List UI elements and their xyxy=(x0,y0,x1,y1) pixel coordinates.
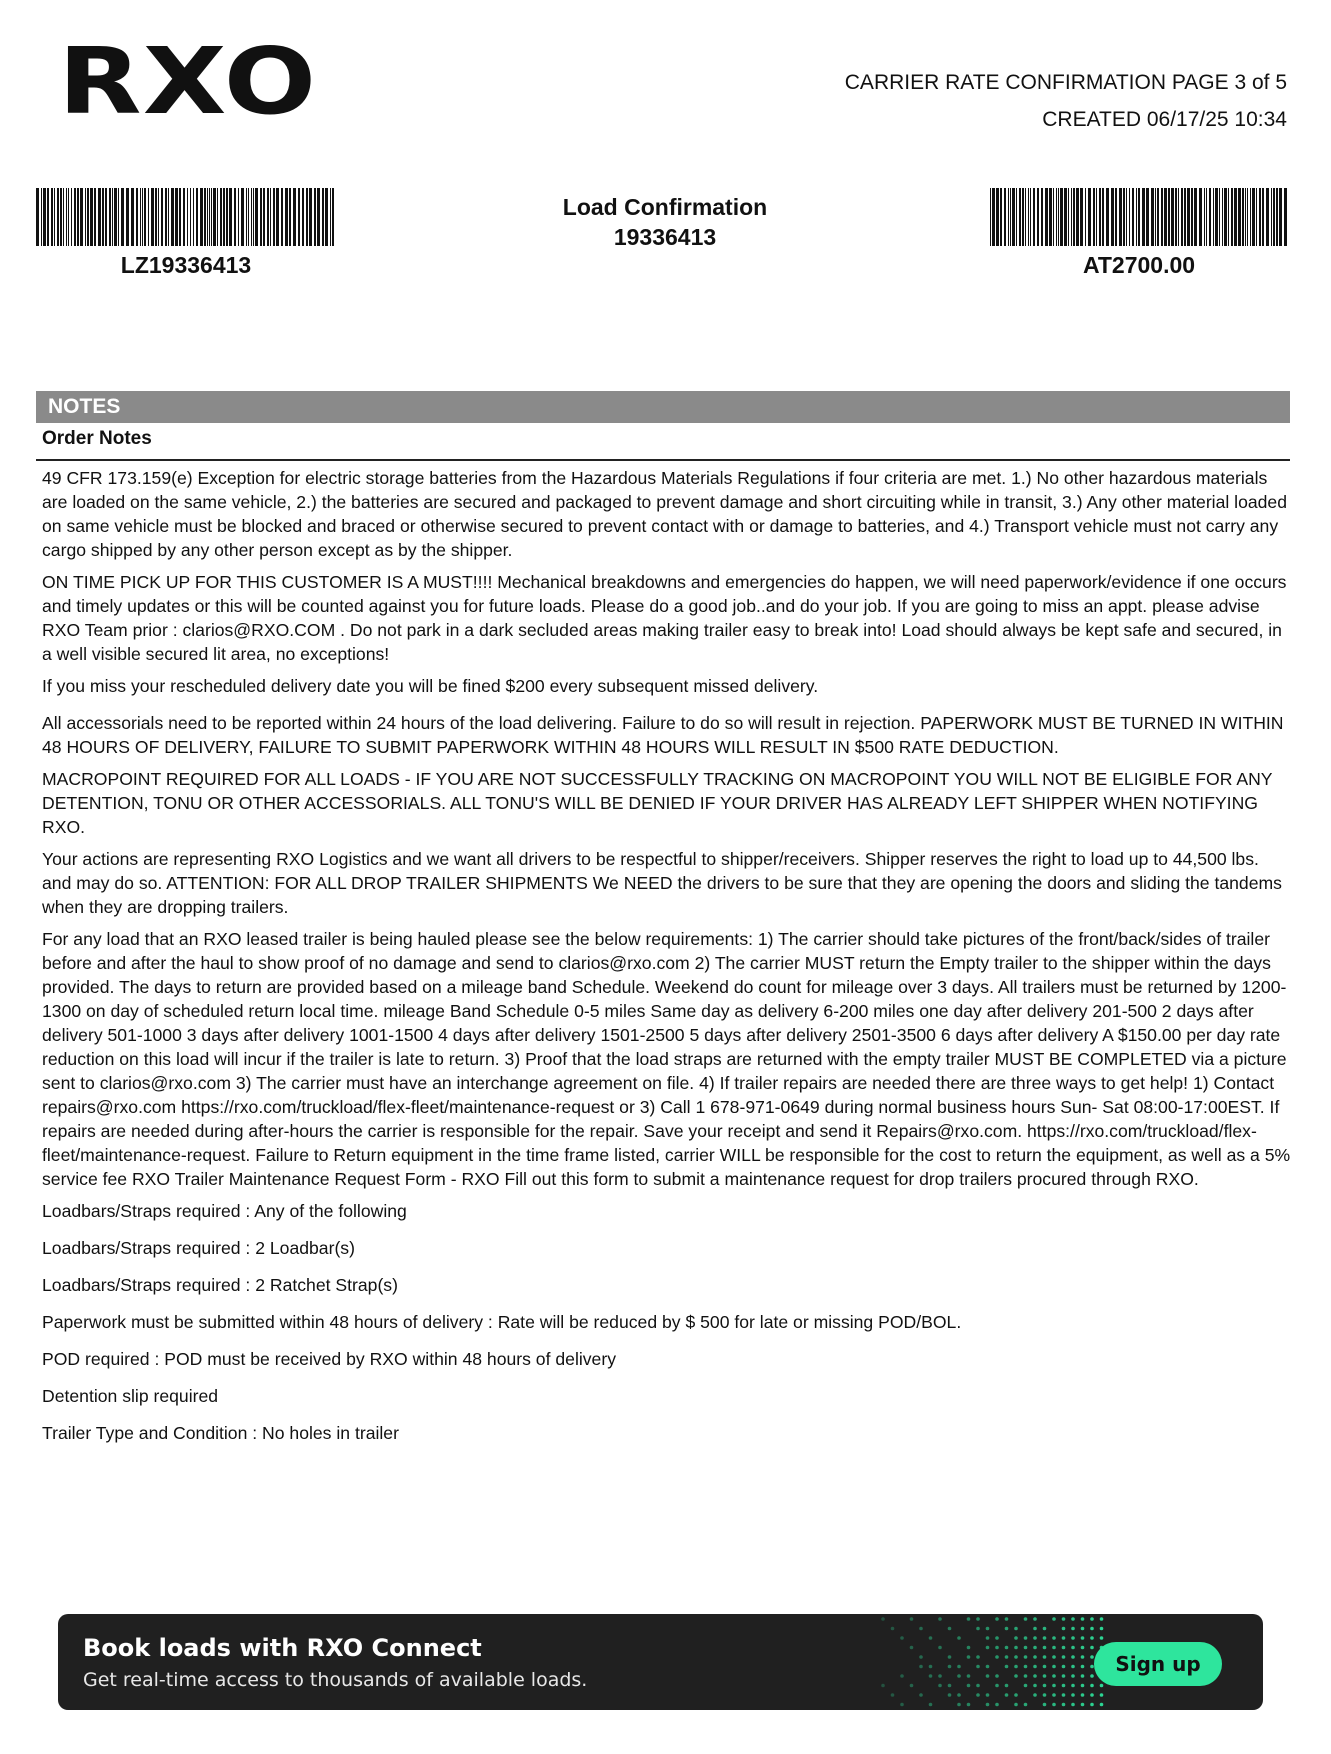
note-paragraph: Loadbars/Straps required : 2 Ratchet Strap(s) xyxy=(42,1275,398,1295)
banner-title: Book loads with RXO Connect xyxy=(83,1634,482,1662)
sign-up-button[interactable]: Sign up xyxy=(1094,1642,1222,1686)
notes-section-header: NOTES xyxy=(36,391,1290,423)
confirmation-number: 19336413 xyxy=(613,224,717,250)
document-header-info xyxy=(845,64,1287,138)
note-paragraph: All accessorials need to be reported within 24 hours of the load delivering. Failure to do so will result in rejection. PAPERWORK MUST BE TURNED IN WITHIN 48 HOURS OF DELIVERY, FAILURE TO SUBMIT PAPERWORK WITHIN 48 HOURS WILL RESULT IN $500 RATE DEDUCTION. xyxy=(42,713,1284,757)
note-paragraph: MACROPOINT REQUIRED FOR ALL LOADS - IF YOU ARE NOT SUCCESSFULLY TRACKING ON MACROPOINT YOU WILL NOT BE ELIGIBLE FOR ANY DETENTION, TONU OR OTHER ACCESSORIALS. ALL TONU'S WILL BE DENIED IF YOUR DRIVER HAS ALREADY LEFT SHIPPER WHEN NOTIFYING RXO. xyxy=(42,769,1273,837)
created-timestamp: CREATED 06/17/25 10:34 xyxy=(1042,108,1287,131)
note-paragraph: POD required : POD must be received by RXO within 48 hours of delivery xyxy=(42,1349,616,1369)
note-paragraph: Loadbars/Straps required : 2 Loadbar(s) xyxy=(42,1238,355,1258)
banner-subtitle: Get real-time access to thousands of available loads. xyxy=(83,1669,588,1691)
note-paragraph: Your actions are representing RXO Logistics and we want all drivers to be respectful to shipper/receivers. Shipper reserves the right to load up to 44,500 lbs. and may do so. ATTENTION: FOR ALL DROP TRAILER SHIPMENTS We NEED the drivers to be sure that they are opening the doors and sliding the tandems when they are dropping trailers. xyxy=(42,849,1282,917)
note-paragraph: If you miss your rescheduled delivery date you will be fined $200 every subsequent missed delivery. xyxy=(42,676,819,696)
note-paragraph: 49 CFR 173.159(e) Exception for electric storage batteries from the Hazardous Materials Regulations if four criteria are met. 1.) No other hazardous materials are loaded on the same vehicle, 2.) the batteries are secured and packaged to prevent damage and short circuiting while in transit, 3.) Any other material loaded on same vehicle must be blocked and braced or otherwise secured to prevent contact with or damage to batteries, and 4.) Transport vehicle must not carry any cargo shipped by any other person except as by the shipper. xyxy=(42,468,1287,560)
order-notes-body xyxy=(42,466,1292,1458)
divider xyxy=(36,459,1290,461)
rate-barcode-label: AT2700.00 xyxy=(1082,252,1196,278)
rate-barcode xyxy=(990,188,1288,246)
note-paragraph: Loadbars/Straps required : Any of the following xyxy=(42,1201,407,1221)
note-paragraph: Detention slip required xyxy=(42,1386,219,1406)
order-notes-heading: Order Notes xyxy=(42,428,152,449)
rxo-logo: RXO xyxy=(58,28,318,135)
load-barcode xyxy=(36,188,336,246)
rxo-connect-banner[interactable] xyxy=(58,1614,1263,1710)
note-paragraph: Trailer Type and Condition : No holes in trailer xyxy=(42,1423,399,1443)
banner-dot-pattern xyxy=(878,1614,1108,1710)
confirmation-title: Load Confirmation xyxy=(562,194,768,220)
page-info: CARRIER RATE CONFIRMATION PAGE 3 of 5 xyxy=(844,71,1287,94)
load-barcode-label: LZ19336413 xyxy=(120,252,252,278)
note-paragraph: For any load that an RXO leased trailer is being hauled please see the below requirements: 1) The carrier should take pictures of the front/back/sides of trailer before and after the haul to show proof of no damage and send to clarios@rxo.com 2) The carrier MUST return the Empty trailer to the shipper within the days provided. The days to return are provided based on a mileage band Schedule. Weekend do count for mileage over 3 days. All trailers must be returned by 1200-1300 on day of scheduled return local time. mileage Band Schedule 0-5 miles Same day as delivery 6-200 miles one day after delivery 201-500 2 days after delivery 501-1000 3 days after delivery 1001-1500 4 days after delivery 1501-2500 5 days after delivery 2501-3500 6 days after delivery A $150.00 per day rate reduction on this load will incur if the trailer is late to return. 3) Proof that the load straps are returned with the empty trailer MUST BE COMPLETED via a picture sent to clarios@rxo.com 3) The carrier must have an interchange agreement on file. 4) If trailer repairs are needed there are three ways to get help! 1) Contact repairs@rxo.com https://rxo.com/truckload/flex-fleet/maintenance-request or 3) Call 1 678-971-0649 during normal business hours Sun- Sat 08:00-17:00EST. If repairs are needed during after-hours the carrier is responsible for the repair. Save your receipt and send it Repairs@rxo.com. https://rxo.com/truckload/flex-fleet/maintenance-request. Failure to Return equipment in the time frame listed, carrier WILL be responsible for the cost to return the equipment, as well as a 5% service fee RXO Trailer Maintenance Request Form - RXO Fill out this form to submit a maintenance request for drop trailers procured through RXO. xyxy=(42,929,1291,1189)
note-paragraph: Paperwork must be submitted within 48 hours of delivery : Rate will be reduced by $ 500 for late or missing POD/BOL. xyxy=(42,1312,962,1332)
note-paragraph: ON TIME PICK UP FOR THIS CUSTOMER IS A MUST!!!! Mechanical breakdowns and emergencies do happen, we will need paperwork/evidence if one occurs and timely updates or this will be counted against you for future loads. Please do a good job..and do your job. If you are going to miss an appt. please advise RXO Team prior : clarios@RXO.COM . Do not park in a dark secluded areas making trailer easy to break into! Load should always be kept safe and secured, in a well visible secured lit area, no exceptions! xyxy=(42,572,1287,664)
confirmation-title-block xyxy=(465,192,865,252)
